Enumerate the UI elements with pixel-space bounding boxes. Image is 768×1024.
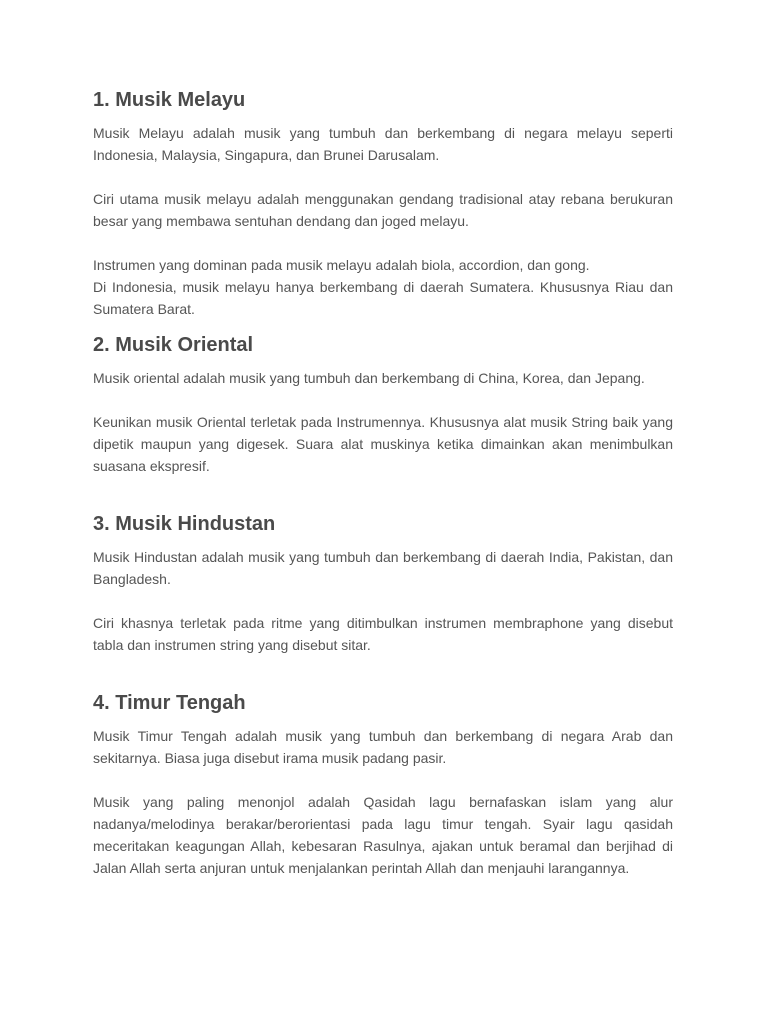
paragraph: Musik Melayu adalah musik yang tumbuh dan berkembang di negara melayu seperti Indonesia, Malaysia, Singapura, dan Brunei Darusalam. <box>93 125 673 163</box>
paragraph: Ciri utama musik melayu adalah menggunakan gendang tradisional atay rebana berukuran besar yang membawa sentuhan dendang dan joged melayu. <box>93 191 673 229</box>
paragraph: Musik yang paling menonjol adalah Qasidah lagu bernafaskan islam yang alur nadanya/melodinya berakar/berorientasi pada lagu timur tengah. Syair lagu qasidah meceritakan keagungan Allah, kebesaran Rasulnya, ajakan untuk beramal dan berjihad di Jalan Allah serta anjuran untuk menjalankan perintah Allah dan menjauhi larangannya. <box>93 794 673 876</box>
section-musik-oriental <box>93 329 673 477</box>
section-title: 3. Musik Hindustan <box>93 513 276 535</box>
paragraph: Musik oriental adalah musik yang tumbuh dan berkembang di China, Korea, dan Jepang. <box>93 370 645 386</box>
paragraph: Ciri khasnya terletak pada ritme yang ditimbulkan instrumen membraphone yang disebut tabla dan instrumen string yang disebut sitar. <box>93 615 673 653</box>
section-musik-hindustan <box>93 508 673 656</box>
paragraph: Musik Hindustan adalah musik yang tumbuh dan berkembang di daerah India, Pakistan, dan Bangladesh. <box>93 549 673 587</box>
section-title: 2. Musik Oriental <box>93 334 254 356</box>
section-timur-tengah <box>93 687 673 879</box>
paragraph: Instrumen yang dominan pada musik melayu adalah biola, accordion, dan gong. <box>93 257 590 273</box>
paragraph: Musik Timur Tengah adalah musik yang tumbuh dan berkembang di negara Arab dan sekitarnya. Biasa juga disebut irama musik padang pasir. <box>93 728 673 766</box>
section-title: 1. Musik Melayu <box>93 89 246 111</box>
document-page <box>93 84 673 879</box>
paragraph: Di Indonesia, musik melayu hanya berkembang di daerah Sumatera. Khususnya Riau dan Sumatera Barat. <box>93 279 673 317</box>
section-musik-melayu <box>93 84 673 320</box>
section-title: 4. Timur Tengah <box>93 692 246 714</box>
paragraph: Keunikan musik Oriental terletak pada Instrumennya. Khususnya alat musik String baik yang dipetik maupun yang digesek. Suara alat muskinya ketika dimainkan akan menimbulkan suasana ekspresif. <box>93 414 673 474</box>
